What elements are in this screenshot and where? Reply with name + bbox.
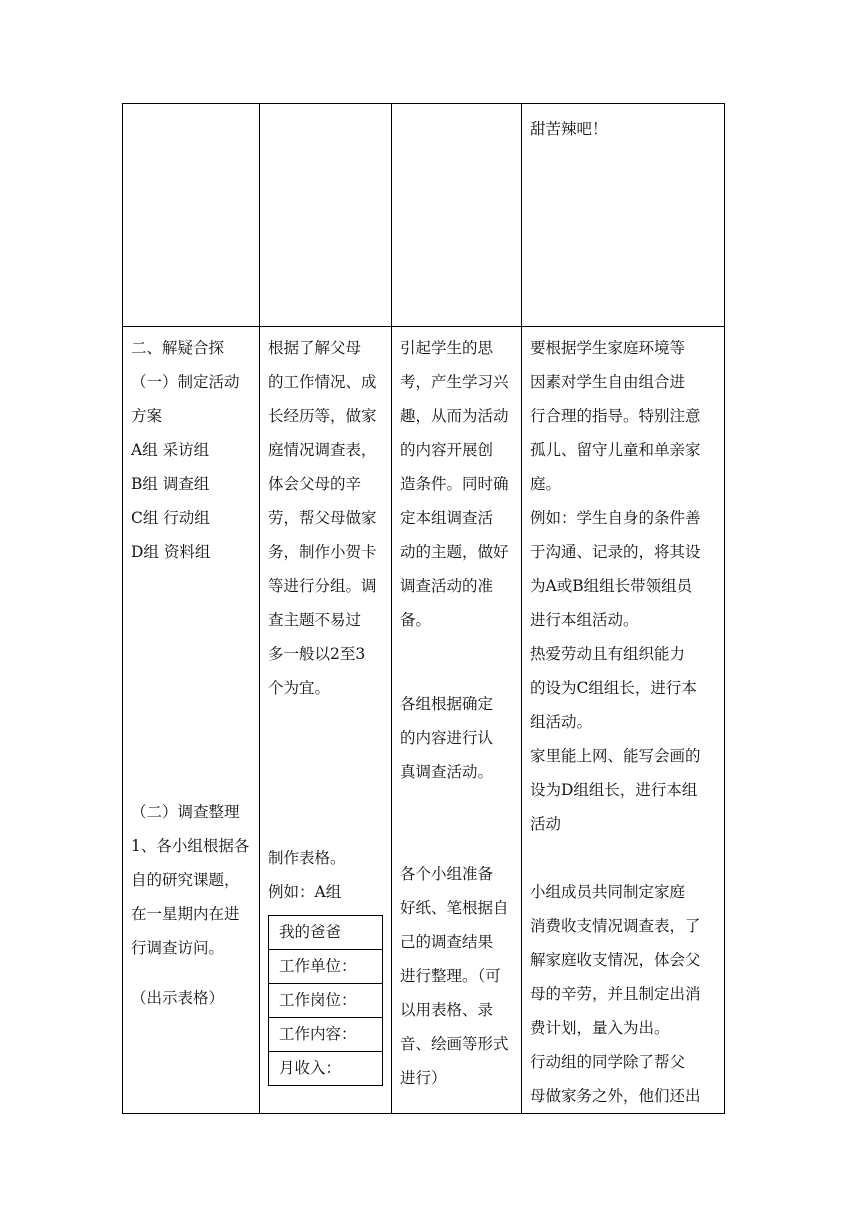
text-line: 进行整理。（可 <box>400 967 501 985</box>
text-line: 音、绘画等形式 <box>400 1035 509 1053</box>
table-row <box>269 1018 383 1052</box>
table-row <box>123 104 725 327</box>
text-line: （二）调查整理 <box>131 803 240 821</box>
text-line: 费计划，量入为出。 <box>530 1019 670 1037</box>
text-line: 等进行分组。调 <box>268 577 377 595</box>
table-cell <box>392 104 522 327</box>
lesson-plan-table <box>122 103 725 1114</box>
text-line: 行合理的指导。特别注意 <box>530 407 701 425</box>
survey-field: 工作岗位： <box>269 984 383 1018</box>
survey-steps <box>131 795 255 965</box>
table-row <box>269 950 383 984</box>
survey-field: 工作单位： <box>269 950 383 984</box>
text-line: 进行） <box>400 1069 447 1087</box>
text-line: 行调查访问。 <box>131 939 225 957</box>
table-cell <box>123 327 260 1114</box>
table-cell <box>123 104 260 327</box>
table-row <box>269 916 383 950</box>
survey-field: 工作内容： <box>269 1018 383 1052</box>
text-line: 在一星期内在进 <box>131 905 240 923</box>
table-row <box>269 1052 383 1086</box>
text-line: 引起学生的思 <box>400 339 494 357</box>
grouping-description <box>268 331 386 705</box>
text-line: 查主题不易过 <box>268 611 362 629</box>
text-line: 活动 <box>530 815 562 833</box>
text-line: 长经历等，做家 <box>268 407 377 425</box>
text-line: 劳，帮父母做家 <box>268 509 377 527</box>
organize-results-text <box>400 857 516 1095</box>
text-line: 以用表格、录 <box>400 1001 494 1019</box>
table-cell <box>260 104 392 327</box>
text-line: 考，产生学习兴 <box>400 373 509 391</box>
text-line: D组 资料组 <box>131 543 211 561</box>
text-line: 趣，从而为活动 <box>400 407 509 425</box>
text-line: 自的研究课题， <box>131 871 240 889</box>
text-line: （出示表格） <box>131 989 225 1007</box>
text-line: 热爱劳动且有组织能力 <box>530 645 686 663</box>
text-line: 组活动。 <box>530 713 593 731</box>
text-line: 消费收支情况调查表，了 <box>530 917 701 935</box>
text-line: 1、各小组根据各 <box>131 837 250 855</box>
text-line: 二、解疑合探 <box>131 339 225 357</box>
text-line: 方案 <box>131 407 163 425</box>
table-cell <box>392 327 522 1114</box>
text-line: 制作表格。 <box>268 849 346 867</box>
text-line: 孤儿、留守儿童和单亲家 <box>530 441 701 459</box>
table-cell <box>260 327 392 1114</box>
text-line: 行动组的同学除了帮父 <box>530 1053 686 1071</box>
example-survey-table <box>268 915 383 1086</box>
text-line: 庭。 <box>530 475 562 493</box>
show-table-note <box>131 981 255 1015</box>
text-line: 例如：学生自身的条件善 <box>530 509 701 527</box>
text-line: 的内容开展创 <box>400 441 494 459</box>
text-line: 家里能上网、能写会画的 <box>530 747 701 765</box>
text-line: B组 调查组 <box>131 475 210 493</box>
text-line: 真调查活动。 <box>400 763 494 781</box>
text-line: 根据了解父母 <box>268 339 362 357</box>
text-line: 备。 <box>400 611 432 629</box>
text-line: 进行本组活动。 <box>530 611 639 629</box>
text-line: 例如：A组 <box>268 883 342 901</box>
cell-text: 甜苦辣吧！ <box>530 120 608 138</box>
table-cell <box>522 327 725 1114</box>
text-line: （一）制定活动 <box>131 373 240 391</box>
text-line: C组 行动组 <box>131 509 210 527</box>
text-line: 各组根据确定 <box>400 695 494 713</box>
text-line: 母的辛劳，并且制定出消 <box>530 985 701 1003</box>
survey-field: 我的爸爸 <box>269 916 383 950</box>
text-line: 个为宜。 <box>268 679 331 697</box>
text-line: 务，制作小贺卡 <box>268 543 377 561</box>
text-line: 的设为C组组长，进行本 <box>530 679 697 697</box>
text-line: 母做家务之外，他们还出 <box>530 1087 701 1105</box>
text-line: 因素对学生自由组合进 <box>530 373 686 391</box>
table-row <box>269 984 383 1018</box>
text-line: 的内容进行认 <box>400 729 494 747</box>
text-line: 为A或B组组长带领组员 <box>530 577 693 595</box>
text-line: 庭情况调查表， <box>268 441 377 459</box>
text-line: 调查活动的准 <box>400 577 494 595</box>
survey-field: 月收入： <box>269 1052 383 1086</box>
text-line: 小组成员共同制定家庭 <box>530 883 686 901</box>
purpose-text <box>400 331 516 637</box>
survey-activity-text <box>400 687 516 789</box>
text-line: 的工作情况、成 <box>268 373 377 391</box>
text-line: 设为D组组长，进行本组 <box>530 781 698 799</box>
text-line: 要根据学生家庭环境等 <box>530 339 686 357</box>
text-line: 造条件。同时确 <box>400 475 509 493</box>
text-line: 多一般以2至3 <box>268 645 366 663</box>
table-row <box>123 327 725 1114</box>
group-work-text <box>530 875 719 1113</box>
activity-steps <box>131 331 255 569</box>
text-line: 定本组调查活 <box>400 509 494 527</box>
text-line: 于沟通、记录的，将其设 <box>530 543 701 561</box>
make-table-text <box>268 841 386 909</box>
text-line: 各个小组准备 <box>400 865 494 883</box>
text-line: 己的调查结果 <box>400 933 494 951</box>
text-line: 动的主题，做好 <box>400 543 509 561</box>
text-line: 体会父母的辛 <box>268 475 362 493</box>
text-line: 好纸、笔根据自 <box>400 899 509 917</box>
table-cell <box>522 104 725 327</box>
text-line: A组 采访组 <box>131 441 210 459</box>
text-line: 解家庭收支情况，体会父 <box>530 951 701 969</box>
guidance-text <box>530 331 719 841</box>
